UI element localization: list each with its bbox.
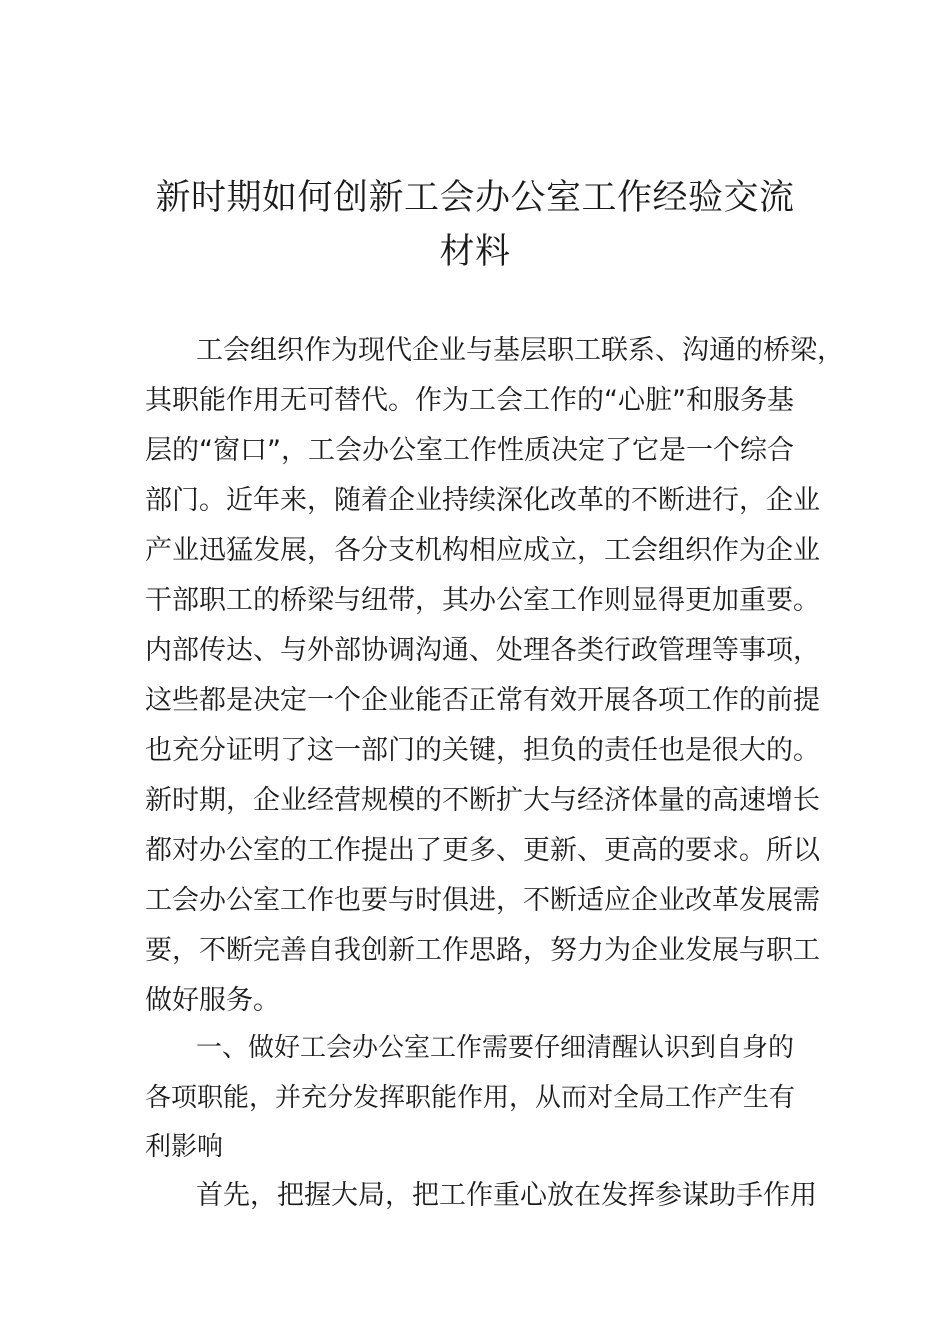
heading-line: 利影响: [145, 1132, 224, 1162]
paragraph-line: 内部传达、与外部协调沟通、处理各类行政管理等事项，: [145, 635, 820, 666]
paragraph-line: 要，不断完善自我创新工作思路，努力为企业发展与职工: [145, 935, 820, 966]
paragraph-line: 这些都是决定一个企业能否正常有效开展各项工作的前提: [145, 685, 820, 716]
paragraph-line: 也充分证明了这一部门的关键，担负的责任也是很大的。: [145, 735, 820, 766]
paragraph-line: 层的“窗口”，工会办公室工作性质决定了它是一个综合: [145, 435, 794, 466]
paragraph-line: 部门。近年来，随着企业持续深化改革的不断进行，企业: [145, 485, 820, 516]
heading-line: 一、做好工会办公室工作需要仔细清醒认识到自身的: [196, 1033, 795, 1063]
document-title-line-2: 材料: [439, 232, 511, 272]
paragraph-line: 都对办公室的工作提出了更多、更新、更高的要求。所以: [145, 835, 820, 866]
paragraph-line: 产业迅猛发展，各分支机构相应成立，工会组织作为企业: [145, 535, 820, 566]
paragraph-line: 新时期，企业经营规模的不断扩大与经济体量的高速增长: [145, 785, 820, 816]
paragraph-line: 做好服务。: [145, 985, 280, 1016]
heading-line: 各项职能，并充分发挥职能作用，从而对全局工作产生有: [145, 1083, 796, 1113]
paragraph-line: 首先，把握大局，把工作重心放在发挥参谋助手作用: [196, 1180, 817, 1211]
paragraph-line: 工会组织作为现代企业与基层职工联系、沟通的桥梁，: [196, 335, 844, 366]
paragraph-line: 其职能作用无可替代。作为工会工作的“心脏”和服务基: [145, 385, 794, 416]
paragraph-line: 干部职工的桥梁与纽带，其办公室工作则显得更加重要。: [145, 585, 820, 616]
paragraph-line: 工会办公室工作也要与时俱进，不断适应企业改革发展需: [145, 885, 820, 916]
document-title-line-1: 新时期如何创新工会办公室工作经验交流: [155, 178, 795, 218]
